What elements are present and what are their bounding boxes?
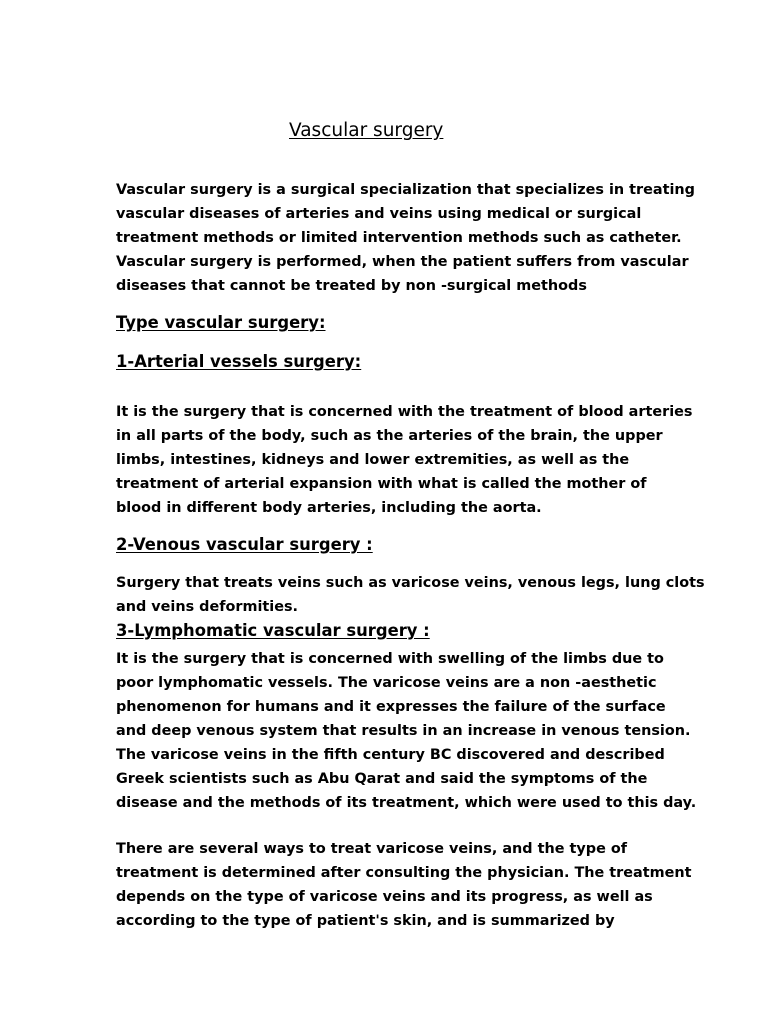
- page-title: Vascular surgery: [289, 120, 444, 141]
- text-line: diseases that cannot be treated by non -surgical methods: [116, 278, 587, 294]
- text-line: blood in different body arteries, including the aorta.: [116, 500, 542, 516]
- text-line: Greek scientists such as Abu Qarat and said the symptoms of the: [116, 771, 648, 787]
- text-line: Surgery that treats veins such as varicose veins, venous legs, lung clots: [116, 575, 705, 591]
- arterial-paragraph: [116, 400, 693, 520]
- text-line: It is the surgery that is concerned with swelling of the limbs due to: [116, 651, 664, 667]
- text-line: phenomenon for humans and it expresses the failure of the surface: [116, 699, 666, 715]
- types-heading: Type vascular surgery:: [116, 313, 326, 332]
- section-heading-arterial: 1-Arterial vessels surgery:: [116, 352, 362, 371]
- text-line: according to the type of patient's skin, and is summarized by: [116, 913, 615, 929]
- text-line: poor lymphomatic vessels. The varicose veins are a non -aesthetic: [116, 675, 657, 691]
- text-line: limbs, intestines, kidneys and lower extremities, as well as the: [116, 452, 630, 468]
- text-line: Vascular surgery is a surgical specialization that specializes in treating: [116, 182, 695, 198]
- intro-paragraph: [116, 178, 695, 298]
- text-line: It is the surgery that is concerned with the treatment of blood arteries: [116, 404, 693, 420]
- section-heading-lymphomatic: 3-Lymphomatic vascular surgery :: [116, 621, 430, 640]
- text-line: treatment of arterial expansion with what is called the mother of: [116, 476, 647, 492]
- closing-paragraph: [116, 837, 692, 933]
- text-line: Vascular surgery is performed, when the patient suffers from vascular: [116, 254, 689, 270]
- text-line: The varicose veins in the fifth century BC discovered and described: [116, 747, 665, 763]
- text-line: and deep venous system that results in an increase in venous tension.: [116, 723, 691, 739]
- text-line: There are several ways to treat varicose veins, and the type of: [116, 841, 627, 857]
- text-line: treatment is determined after consulting the physician. The treatment: [116, 865, 692, 881]
- lymphomatic-paragraph: [116, 647, 697, 815]
- text-line: treatment methods or limited intervention methods such as catheter.: [116, 230, 682, 246]
- venous-paragraph: [116, 571, 705, 619]
- text-line: and veins deformities.: [116, 599, 298, 615]
- text-line: depends on the type of varicose veins and its progress, as well as: [116, 889, 653, 905]
- text-line: vascular diseases of arteries and veins using medical or surgical: [116, 206, 642, 222]
- section-heading-venous: 2-Venous vascular surgery :: [116, 535, 373, 554]
- text-line: disease and the methods of its treatment, which were used to this day.: [116, 795, 697, 811]
- text-line: in all parts of the body, such as the arteries of the brain, the upper: [116, 428, 663, 444]
